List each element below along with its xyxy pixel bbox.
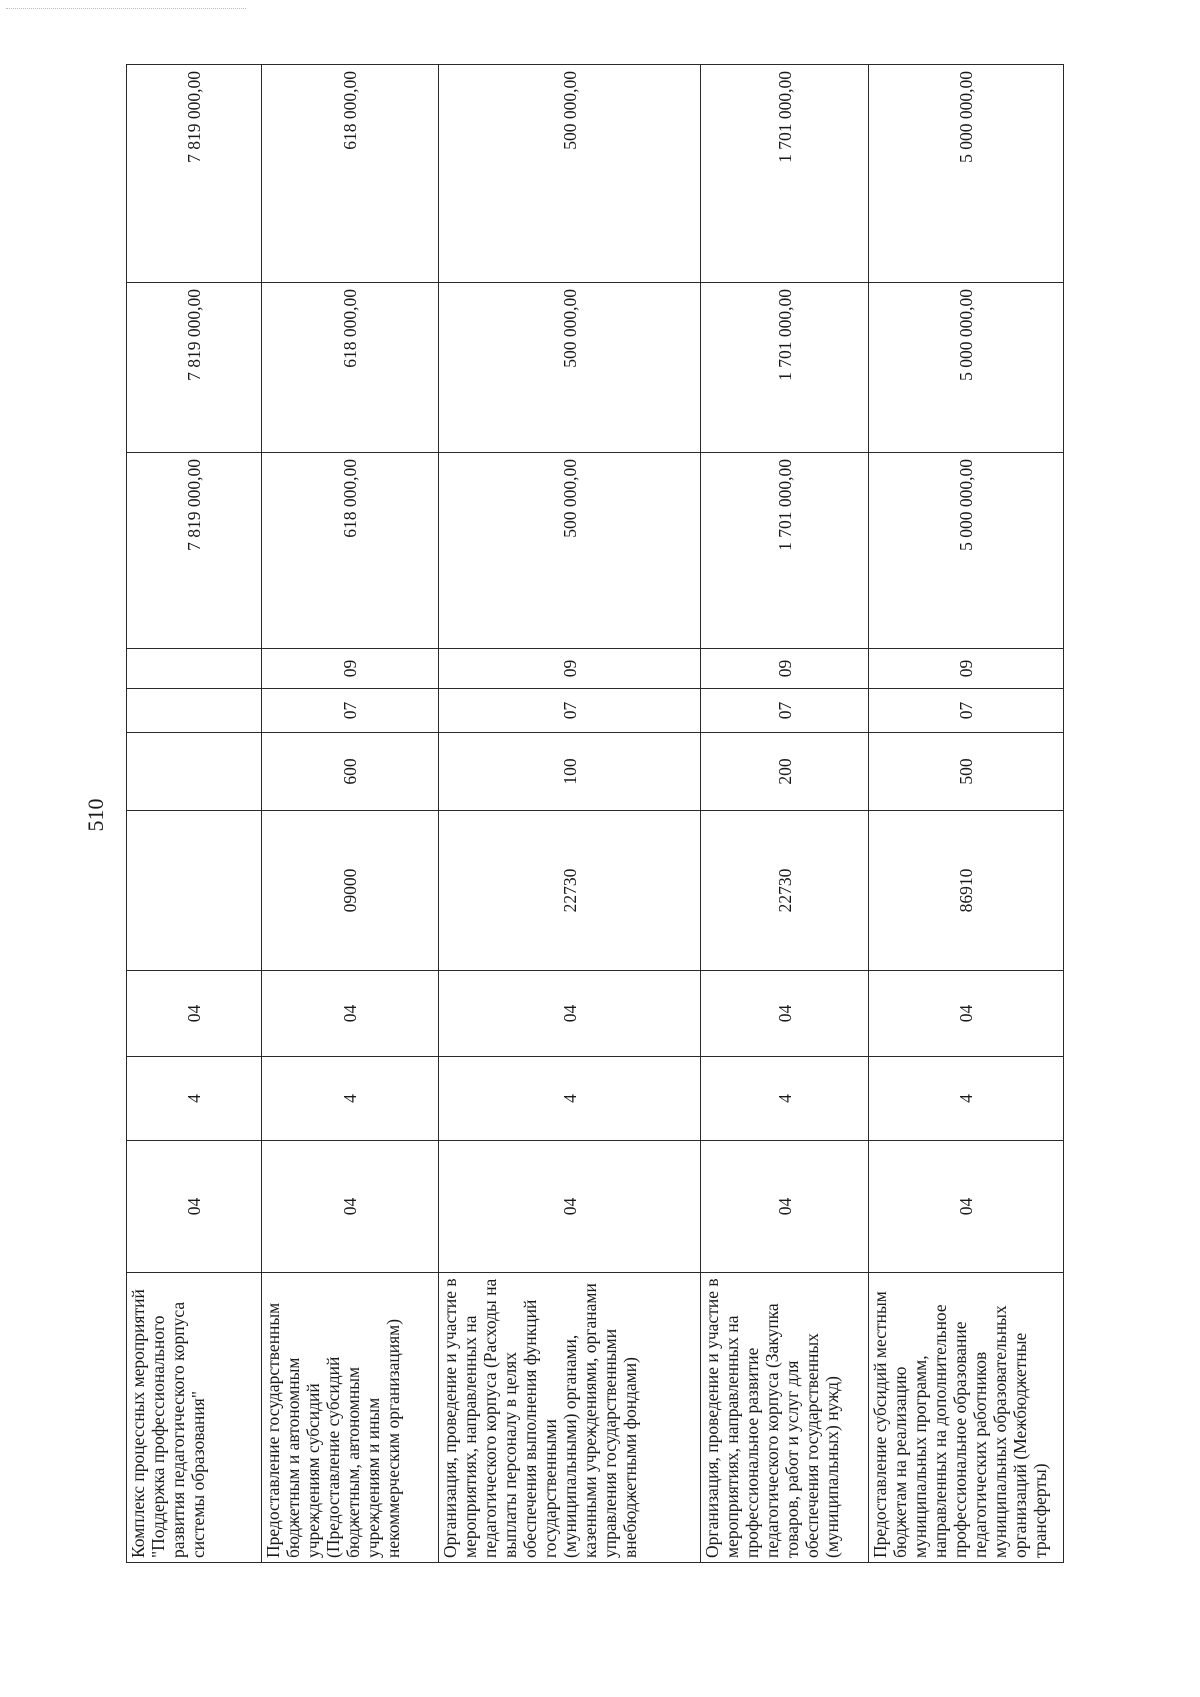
amount-year-1: 500 000,00 xyxy=(439,453,701,649)
subsection-code: 09 xyxy=(262,649,439,689)
subsection-code: 09 xyxy=(439,649,701,689)
expense-type-code xyxy=(127,733,262,811)
section-code: 07 xyxy=(869,689,1064,733)
direction-code xyxy=(127,811,262,971)
expense-type-code: 500 xyxy=(869,733,1064,811)
program-code: 04 xyxy=(869,1141,1064,1273)
amount-year-2: 5 000 000,00 xyxy=(869,283,1064,453)
structure-code: 04 xyxy=(869,971,1064,1057)
direction-code: 22730 xyxy=(701,811,869,971)
page-number: 510 xyxy=(83,798,108,832)
subprogram-code: 4 xyxy=(439,1057,701,1141)
amount-year-3: 618 000,00 xyxy=(262,65,439,283)
amount-year-1: 7 819 000,00 xyxy=(127,453,262,649)
program-code: 04 xyxy=(262,1141,439,1273)
structure-code: 04 xyxy=(127,971,262,1057)
row-name: Комплекс процессных мероприятий "Поддержка профессионального развития педагогического корпуса системы образования" xyxy=(127,1273,262,1563)
budget-table-rotated xyxy=(126,65,1063,1563)
subsection-code: 09 xyxy=(869,649,1064,689)
section-code xyxy=(127,689,262,733)
direction-code: 09000 xyxy=(262,811,439,971)
subprogram-code: 4 xyxy=(701,1057,869,1141)
program-code: 04 xyxy=(127,1141,262,1273)
table-row xyxy=(869,65,1064,1563)
amount-year-3: 1 701 000,00 xyxy=(701,65,869,283)
structure-code: 04 xyxy=(439,971,701,1057)
section-code: 07 xyxy=(701,689,869,733)
amount-year-2: 7 819 000,00 xyxy=(127,283,262,453)
subprogram-code: 4 xyxy=(869,1057,1064,1141)
budget-table xyxy=(126,64,1064,1563)
amount-year-3: 5 000 000,00 xyxy=(869,65,1064,283)
subprogram-code: 4 xyxy=(262,1057,439,1141)
amount-year-2: 500 000,00 xyxy=(439,283,701,453)
table-row xyxy=(127,65,262,1563)
row-name: Предоставление субсидий местным бюджетам на реализацию муниципальных программ, направленных на дополнительное профессиональное образование педагогических работников муниципальных образовательных организаций (Межбюджетные трансферты) xyxy=(869,1273,1064,1563)
amount-year-3: 7 819 000,00 xyxy=(127,65,262,283)
amount-year-3: 500 000,00 xyxy=(439,65,701,283)
expense-type-code: 200 xyxy=(701,733,869,811)
amount-year-1: 1 701 000,00 xyxy=(701,453,869,649)
structure-code: 04 xyxy=(262,971,439,1057)
direction-code: 22730 xyxy=(439,811,701,971)
amount-year-2: 1 701 000,00 xyxy=(701,283,869,453)
amount-year-2: 618 000,00 xyxy=(262,283,439,453)
expense-type-code: 600 xyxy=(262,733,439,811)
subsection-code: 09 xyxy=(701,649,869,689)
row-name: Организация, проведение и участие в мероприятиях, направленных на педагогического корпуса (Расходы на выплаты персоналу в целях обеспечения выполнения функций государственными (муниципальными) органами, казенными учреждениями, органами управления государственными внебюджетными фондами) xyxy=(439,1273,701,1563)
expense-type-code: 100 xyxy=(439,733,701,811)
section-code: 07 xyxy=(439,689,701,733)
scan-artifact-line xyxy=(6,8,246,11)
row-name: Предоставление государственным бюджетным и автономным учреждениям субсидий (Предоставление субсидий бюджетным, автономным учреждениям и иным некоммерческим организациям) xyxy=(262,1273,439,1563)
row-name: Организация, проведение и участие в мероприятиях, направленных на профессиональное развитие педагогического корпуса (Закупка товаров, работ и услуг для обеспечения государственных (муниципальных) нужд) xyxy=(701,1273,869,1563)
table-row xyxy=(439,65,701,1563)
subsection-code xyxy=(127,649,262,689)
direction-code: 86910 xyxy=(869,811,1064,971)
program-code: 04 xyxy=(439,1141,701,1273)
subprogram-code: 4 xyxy=(127,1057,262,1141)
table-row xyxy=(262,65,439,1563)
table-row xyxy=(701,65,869,1563)
amount-year-1: 5 000 000,00 xyxy=(869,453,1064,649)
amount-year-1: 618 000,00 xyxy=(262,453,439,649)
structure-code: 04 xyxy=(701,971,869,1057)
section-code: 07 xyxy=(262,689,439,733)
program-code: 04 xyxy=(701,1141,869,1273)
